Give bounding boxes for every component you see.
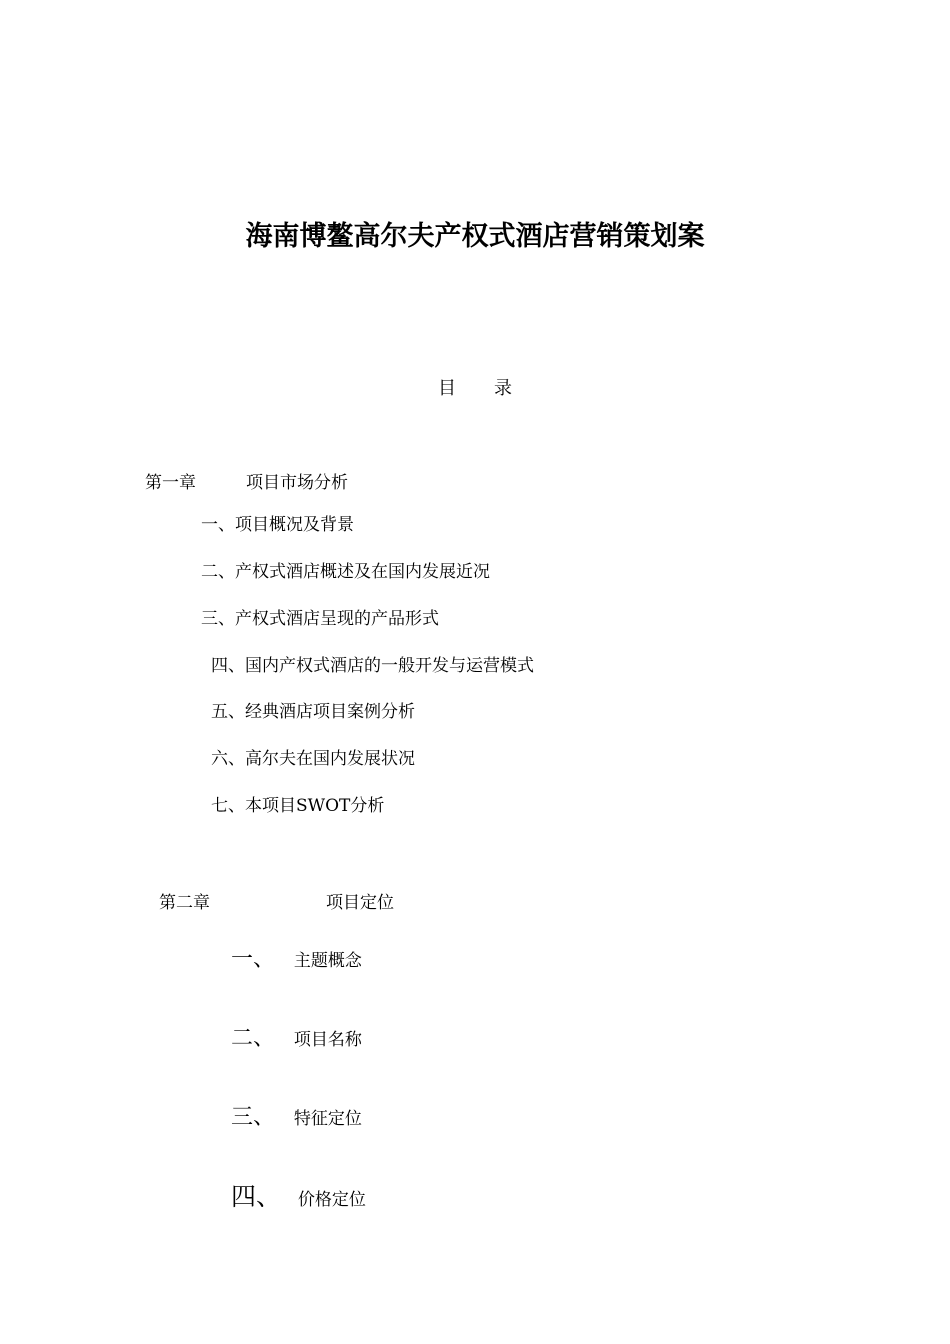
chapter1-item-2: 二、产权式酒店概述及在国内发展近况 (201, 562, 490, 582)
chapter1-label: 第一章 (145, 473, 196, 493)
chapter1-item-6: 六、高尔夫在国内发展状况 (211, 749, 415, 769)
chapter2-item-3-text: 特征定位 (293, 1109, 362, 1129)
chapter1-item-1: 一、项目概况及背景 (201, 515, 354, 535)
chapter2-item-2 (231, 1028, 362, 1051)
chapter1-item-4: 四、国内产权式酒店的一般开发与运营模式 (211, 656, 534, 676)
chapter1-title: 项目市场分析 (246, 473, 348, 493)
chapter2-item-4-text: 价格定位 (297, 1190, 366, 1210)
chapter1-item-3: 三、产权式酒店呈现的产品形式 (201, 609, 439, 629)
chapter2-item-4 (231, 1182, 366, 1211)
chapter2-label: 第二章 (159, 893, 210, 913)
toc-heading (0, 374, 950, 400)
chapter1-item-7: 七、本项目SWOT分析 (211, 796, 385, 816)
chapter2-item-2-num: 二、 (231, 1026, 276, 1051)
chapter1-item-5: 五、经典酒店项目案例分析 (211, 702, 415, 722)
chapter2-item-1 (231, 949, 362, 972)
document-title: 海南博鳌高尔夫产权式酒店营销策划案 (245, 221, 705, 252)
chapter2-item-1-text: 主题概念 (293, 951, 362, 971)
chapter2-item-3 (231, 1107, 362, 1130)
chapter2-item-2-text: 项目名称 (293, 1030, 362, 1050)
chapter2-item-1-num: 一、 (231, 947, 276, 972)
chapter2-item-3-num: 三、 (231, 1105, 276, 1130)
chapter2-item-4-num: 四、 (231, 1182, 282, 1211)
toc-heading-left: 目 (438, 378, 456, 399)
chapter2-title: 项目定位 (326, 893, 394, 913)
toc-heading-right: 录 (494, 378, 512, 399)
